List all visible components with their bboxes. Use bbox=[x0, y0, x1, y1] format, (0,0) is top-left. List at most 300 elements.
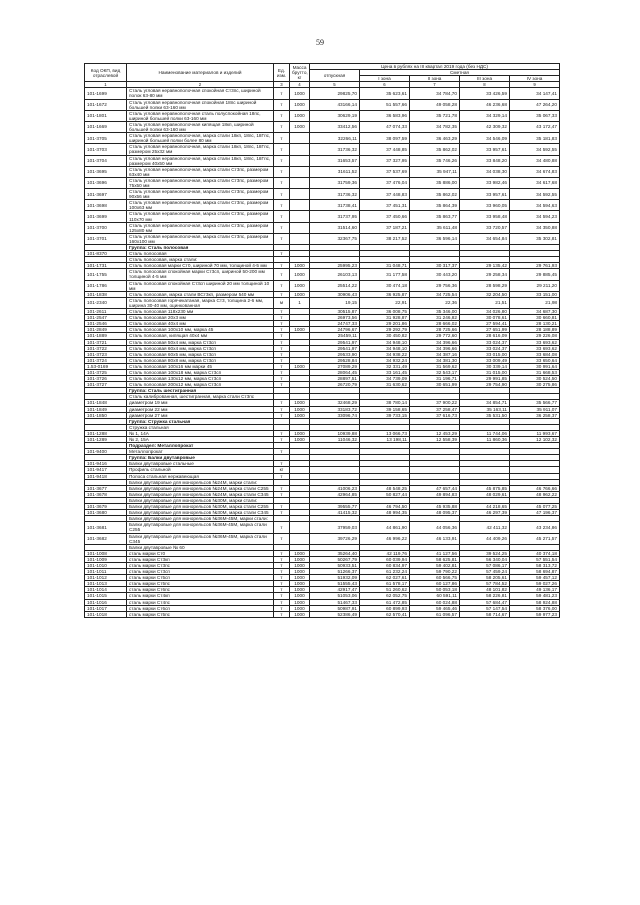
unit-cell: т bbox=[274, 400, 290, 406]
mass-cell: 1000 bbox=[290, 406, 310, 412]
mass-cell: 1000 bbox=[290, 611, 310, 617]
unit-cell: т bbox=[274, 333, 290, 339]
unit-cell: т bbox=[274, 510, 290, 516]
zone-3-price-cell: 27 651,99 bbox=[460, 327, 510, 333]
release-price-cell: 41415,32 bbox=[310, 510, 360, 516]
item-code-cell: 101-1014 bbox=[85, 587, 127, 593]
zone-3-price-cell: 58 205,61 bbox=[460, 575, 510, 581]
zone-4-price-cell: 35 067,33 bbox=[510, 110, 560, 121]
zone-2-price-cell: 35 346,00 bbox=[410, 309, 460, 315]
item-name-cell: Сталь угловая неравнополочная, марка стали Ст3пс, размером 63х40 мм bbox=[127, 166, 274, 177]
item-name-cell: Сталь полосовая, марка стали ВСт3кп, размером 540 мм bbox=[127, 291, 274, 297]
release-price-cell: 42917,47 bbox=[310, 587, 360, 593]
item-name-cell: сталь марки Ст4кп bbox=[127, 593, 274, 599]
release-price-cell: 25459,11 bbox=[310, 333, 360, 339]
header-estimate: Сметная bbox=[360, 70, 560, 76]
item-name-cell: Балки двутавровые для монорельсов №24М, марка стали С345 bbox=[127, 491, 274, 497]
item-code-cell: 101-3698 bbox=[85, 200, 127, 211]
zone-2-price-cell: 34 396,66 bbox=[410, 339, 460, 345]
zone-4-price-cell: 59 457,12 bbox=[510, 575, 560, 581]
zone-1-price-cell: 33 161,45 bbox=[360, 369, 410, 375]
zone-2-price-cell: 30 317,37 bbox=[410, 263, 460, 269]
unit-cell: т bbox=[274, 449, 290, 455]
zone-1-price-cell: 35 623,61 bbox=[360, 88, 410, 99]
release-price-cell: 51932,09 bbox=[310, 575, 360, 581]
zone-2-price-cell: 34 396,66 bbox=[410, 345, 460, 351]
zone-2-price-cell: 30 651,99 bbox=[410, 382, 460, 388]
zone-2-price-cell: 37 616,73 bbox=[410, 412, 460, 418]
item-code-cell: 101-2547 bbox=[85, 315, 127, 321]
release-price-cell: 41006,23 bbox=[310, 485, 360, 491]
zone-4-price-cell: 43 234,86 bbox=[510, 522, 560, 533]
zone-2-price-cell: 35 862,02 bbox=[410, 189, 460, 200]
page-number: 59 bbox=[316, 38, 324, 47]
release-price-cell: 26973,56 bbox=[310, 315, 360, 321]
item-code-cell: 101-8370 bbox=[85, 251, 127, 257]
zone-3-price-cell: 46 297,39 bbox=[460, 510, 510, 516]
zone-3-price-cell: 11 860,36 bbox=[460, 437, 510, 443]
zone-3-price-cell: 45 875,85 bbox=[460, 485, 510, 491]
unit-cell: кг bbox=[274, 467, 290, 473]
release-price-cell: 33412,56 bbox=[310, 121, 360, 132]
item-name-cell: Сталь полосовая 200х12 мм, марка Ст3сп bbox=[127, 382, 274, 388]
item-name-cell: Сталь угловая неравнополочная, марка стали 18кп, 18пс, 18Гпс, размером 25х32 мм bbox=[127, 144, 274, 155]
zone-3-price-cell: 29 754,90 bbox=[460, 382, 510, 388]
item-code-cell: 101-3701 bbox=[85, 233, 127, 244]
release-price-cell: 27089,29 bbox=[310, 363, 360, 369]
zone-4-price-cell: 57 551,54 bbox=[510, 556, 560, 562]
item-name-cell: Сталь полосовая 100х18 мм, марка Ст3сп bbox=[127, 369, 274, 375]
table-row bbox=[85, 177, 560, 188]
header-zone: III зона bbox=[460, 76, 510, 82]
item-code-cell: 101-3678 bbox=[85, 491, 127, 497]
item-name-cell: Сталь полосовая 40х4 мм bbox=[127, 321, 274, 327]
item-name-cell: Сталь полосовая 60х4 мм, марка Ст3сп bbox=[127, 345, 274, 351]
unit-cell: т bbox=[274, 121, 290, 132]
zone-4-price-cell: 30 524,50 bbox=[510, 376, 560, 382]
item-code-cell: 101-9418 bbox=[85, 473, 127, 479]
zone-4-price-cell: 34 594,23 bbox=[510, 211, 560, 222]
mass-cell bbox=[290, 222, 310, 233]
zone-1-price-cell: 62 052,75 bbox=[360, 593, 410, 599]
zone-2-price-cell: 35 864,39 bbox=[410, 200, 460, 211]
zone-2-price-cell: 35 862,02 bbox=[410, 144, 460, 155]
header-price-title: Цена в рублях на III квартал 2019 года (без НДС) bbox=[310, 64, 560, 70]
zone-1-price-cell: 22,91 bbox=[360, 297, 410, 308]
release-price-cell: 50987,91 bbox=[310, 605, 360, 611]
item-code-cell: 101-1889 bbox=[85, 333, 127, 339]
column-index: 6 bbox=[360, 82, 410, 88]
zone-4-price-cell: 35 181,83 bbox=[510, 133, 560, 144]
zone-1-price-cell: 29 201,86 bbox=[360, 321, 410, 327]
zone-2-price-cell: 48 095,37 bbox=[410, 510, 460, 516]
unit-cell: т bbox=[274, 562, 290, 568]
zone-1-price-cell: 62 027,61 bbox=[360, 575, 410, 581]
unit-cell: т bbox=[274, 491, 290, 497]
zone-3-price-cell: 57 147,54 bbox=[460, 605, 510, 611]
item-name-cell: Сталь полосовая 100х10 мм, марка 45 bbox=[127, 327, 274, 333]
zone-2-price-cell: 37 258,47 bbox=[410, 406, 460, 412]
item-code-cell: 101-1016 bbox=[85, 599, 127, 605]
zone-1-price-cell: 37 537,69 bbox=[360, 166, 410, 177]
release-price-cell: 29541,97 bbox=[310, 345, 360, 351]
release-price-cell: 37959,03 bbox=[310, 522, 360, 533]
zone-3-price-cell: 42 309,32 bbox=[460, 121, 510, 132]
mass-cell: 1000 bbox=[290, 269, 310, 280]
item-name-cell: сталь марки Ст5пс bbox=[127, 581, 274, 587]
unit-cell: т bbox=[274, 200, 290, 211]
item-name-cell: Сталь угловая неравнополочная, марка стали Ст3пс, размером 125х80 мм bbox=[127, 222, 274, 233]
header-unit: Ед. изм. bbox=[274, 64, 290, 82]
zone-3-price-cell: 33 015,00 bbox=[460, 351, 510, 357]
unit-cell: т bbox=[274, 345, 290, 351]
item-code-cell: 101-1801 bbox=[85, 110, 127, 121]
unit-cell: т bbox=[274, 605, 290, 611]
release-price-cell: 31736,32 bbox=[310, 144, 360, 155]
release-price-cell: 32468,29 bbox=[310, 400, 360, 406]
zone-2-price-cell: 59 402,81 bbox=[410, 562, 460, 568]
table-row bbox=[85, 611, 560, 617]
table-row bbox=[85, 121, 560, 132]
zone-3-price-cell: 33 982,46 bbox=[460, 177, 510, 188]
mass-cell: 1000 bbox=[290, 562, 310, 568]
unit-cell: т bbox=[274, 376, 290, 382]
item-code-cell: 101-1013 bbox=[85, 581, 127, 587]
item-name-cell: Сталь угловая неравнополочная спокойная Ст3пс, шириной полок 63-80 мм bbox=[127, 88, 274, 99]
zone-3-price-cell: 29 135,42 bbox=[460, 263, 510, 269]
zone-3-price-cell: 39 524,25 bbox=[460, 550, 510, 556]
item-name-cell: сталь марки Ст3сп bbox=[127, 569, 274, 575]
zone-3-price-cell: 30 078,61 bbox=[460, 315, 510, 321]
table-row bbox=[85, 88, 560, 99]
item-name-cell: Сталь полосовая горячекатаная, марка Ст3, толщина 2-6 мм, ширина 30-40 мм, оцинкованная bbox=[127, 297, 274, 308]
item-name-cell: Сталь полосовая, кипящая 40х4 мм bbox=[127, 333, 274, 339]
item-name-cell: Сталь полосовая 100х16 мм марки 45 bbox=[127, 363, 274, 369]
zone-2-price-cell: 50 053,18 bbox=[410, 587, 460, 593]
unit-cell: т bbox=[274, 611, 290, 617]
table-row bbox=[85, 533, 560, 544]
item-code-cell: 101-9417 bbox=[85, 467, 127, 473]
column-index: 1 bbox=[85, 82, 127, 88]
item-name-cell: сталь марки Ст5сп bbox=[127, 575, 274, 581]
item-code-cell: 101-2546 bbox=[85, 321, 127, 327]
mass-cell: 1000 bbox=[290, 569, 310, 575]
column-index: 8 bbox=[460, 82, 510, 88]
zone-3-price-cell: 28 616,09 bbox=[460, 333, 510, 339]
unit-cell: т bbox=[274, 556, 290, 562]
zone-3-price-cell: 21,51 bbox=[460, 297, 510, 308]
zone-3-price-cell: 35 163,11 bbox=[460, 406, 510, 412]
item-code-cell: 101-3680 bbox=[85, 510, 127, 516]
zone-2-price-cell: 46 133,91 bbox=[410, 533, 460, 544]
zone-4-price-cell: 29 761,93 bbox=[510, 263, 560, 269]
zone-1-price-cell: 38 217,52 bbox=[360, 233, 410, 244]
item-name-cell: Группа: Сталь шестигранная bbox=[127, 388, 274, 394]
item-code-cell: 101-1010 bbox=[85, 562, 127, 568]
table-row bbox=[85, 133, 560, 144]
item-name-cell: Сталь полосовая марки Ст0, шириной 70 мм, толщиной 4-5 мм bbox=[127, 263, 274, 269]
item-code-cell: 101-9400 bbox=[85, 449, 127, 455]
item-code-cell: 101-3699 bbox=[85, 211, 127, 222]
release-price-cell: 31514,60 bbox=[310, 222, 360, 233]
table-row bbox=[85, 522, 560, 533]
mass-cell: 1000 bbox=[290, 99, 310, 110]
unit-cell: т bbox=[274, 189, 290, 200]
item-name-cell: диаметром 27 мм bbox=[127, 412, 274, 418]
zone-3-price-cell: 27 594,41 bbox=[460, 321, 510, 327]
zone-3-price-cell: 57 784,52 bbox=[460, 581, 510, 587]
zone-2-price-cell: 59 790,22 bbox=[410, 569, 460, 575]
zone-1-price-cell: 42 119,76 bbox=[360, 550, 410, 556]
unit-cell: т bbox=[274, 437, 290, 443]
zone-4-price-cell: 35 566,77 bbox=[510, 400, 560, 406]
zone-1-price-cell: 38 780,14 bbox=[360, 400, 410, 406]
zone-2-price-cell: 59 465,46 bbox=[410, 605, 460, 611]
zone-2-price-cell: 31 569,62 bbox=[410, 363, 460, 369]
zone-2-price-cell: 60 591,11 bbox=[410, 593, 460, 599]
zone-2-price-cell: 35 863,77 bbox=[410, 211, 460, 222]
release-price-cell: 33183,72 bbox=[310, 406, 360, 412]
mass-cell bbox=[290, 211, 310, 222]
table-body bbox=[85, 88, 560, 617]
header-zone: II зона bbox=[410, 76, 460, 82]
item-name-cell: Сталь полосовая, марка стали: bbox=[127, 257, 274, 263]
release-price-cell: 35264,40 bbox=[310, 550, 360, 556]
zone-2-price-cell: 34 725,54 bbox=[410, 291, 460, 297]
zone-3-price-cell: 57 086,17 bbox=[460, 562, 510, 568]
item-code-cell: 101-1669 bbox=[85, 121, 127, 132]
zone-4-price-cell: 59 027,26 bbox=[510, 581, 560, 587]
zone-1-price-cell: 44 861,90 bbox=[360, 522, 410, 533]
zone-4-price-cell: 48 962,22 bbox=[510, 491, 560, 497]
item-name-cell: Группа: Стружка стальная bbox=[127, 418, 274, 424]
column-index: 9 bbox=[510, 82, 560, 88]
item-name-cell: Профиль стальной bbox=[127, 467, 274, 473]
zone-2-price-cell: 49 058,28 bbox=[410, 99, 460, 110]
unit-cell: т bbox=[274, 593, 290, 599]
release-price-cell: 31736,32 bbox=[310, 189, 360, 200]
item-name-cell: Сталь угловая неравнополочная спокойная 18пс шириной большей полки 63-160 мм bbox=[127, 99, 274, 110]
release-price-cell: 24796,67 bbox=[310, 327, 360, 333]
zone-1-price-cell: 36 925,87 bbox=[360, 291, 410, 297]
item-code-cell: 101-1672 bbox=[85, 99, 127, 110]
item-code-cell: 101-3721 bbox=[85, 339, 127, 345]
zone-2-price-cell: 60 127,86 bbox=[410, 581, 460, 587]
release-price-cell: 31653,57 bbox=[310, 155, 360, 166]
column-index: 7 bbox=[410, 82, 460, 88]
item-code-cell: 101-3726 bbox=[85, 376, 127, 382]
zone-3-price-cell: 58 226,81 bbox=[460, 593, 510, 599]
zone-2-price-cell: 34 784,70 bbox=[410, 88, 460, 99]
zone-4-price-cell: 58 924,88 bbox=[510, 599, 560, 605]
zone-2-price-cell: 60 566,75 bbox=[410, 575, 460, 581]
unit-cell: т bbox=[274, 251, 290, 257]
item-name-cell: Металлопрокат bbox=[127, 449, 274, 455]
zone-4-price-cell: 40 374,18 bbox=[510, 550, 560, 556]
zone-2-price-cell: 41 127,56 bbox=[410, 550, 460, 556]
release-price-cell: 30629,19 bbox=[310, 110, 360, 121]
zone-1-price-cell: 51 557,66 bbox=[360, 99, 410, 110]
zone-1-price-cell: 31 048,71 bbox=[360, 263, 410, 269]
item-name-cell: Стружка стальная bbox=[127, 424, 274, 430]
zone-1-price-cell: 37 448,85 bbox=[360, 144, 410, 155]
table-row bbox=[85, 110, 560, 121]
unit-cell: т bbox=[274, 412, 290, 418]
item-code-cell: 101-2849 bbox=[85, 327, 127, 333]
zone-1-price-cell: 30 450,82 bbox=[360, 333, 410, 339]
item-name-cell: Балки двутавровые для монорельсов №24М, марка стали С255 bbox=[127, 485, 274, 491]
unit-cell: т bbox=[274, 110, 290, 121]
release-price-cell: 39555,77 bbox=[310, 504, 360, 510]
zone-3-price-cell: 33 024,37 bbox=[460, 339, 510, 345]
zone-1-price-cell: 38 097,59 bbox=[360, 133, 410, 144]
zone-4-price-cell: 34 592,55 bbox=[510, 189, 560, 200]
item-name-cell: Балки двутавровые стальные bbox=[127, 461, 274, 467]
item-name-cell: Сталь угловая неравнополочная сталь полуспокойная 18пс, шириной большей полки 63-160 мм bbox=[127, 110, 274, 121]
unit-cell: т bbox=[274, 351, 290, 357]
mass-cell bbox=[290, 155, 310, 166]
zone-4-price-cell: 59 977,23 bbox=[510, 611, 560, 617]
table-row bbox=[85, 280, 560, 291]
header-mass: Масса брутто, кг bbox=[290, 64, 310, 82]
table-row bbox=[85, 233, 560, 244]
zone-3-price-cell: 57 459,24 bbox=[460, 569, 510, 575]
zone-4-price-cell: 34 480,88 bbox=[510, 155, 560, 166]
zone-2-price-cell: 49 894,83 bbox=[410, 491, 460, 497]
item-code-cell: 101-1838 bbox=[85, 291, 127, 297]
mass-cell: 1 bbox=[290, 297, 310, 308]
mass-cell: 1000 bbox=[290, 587, 310, 593]
unit-cell: т bbox=[274, 533, 290, 544]
release-price-cell: 32367,75 bbox=[310, 233, 360, 244]
unit-cell: т bbox=[274, 177, 290, 188]
zone-1-price-cell: 13 198,11 bbox=[360, 437, 410, 443]
release-price-cell: 25514,22 bbox=[310, 280, 360, 291]
item-name-cell: Сталь полосовая 80х8 мм, марка Ст3сп bbox=[127, 357, 274, 363]
zone-4-price-cell: 58 376,00 bbox=[510, 605, 560, 611]
zone-2-price-cell: 61 096,57 bbox=[410, 611, 460, 617]
zone-4-price-cell: 45 271,57 bbox=[510, 533, 560, 544]
zone-1-price-cell: 36 583,96 bbox=[360, 110, 410, 121]
mass-cell: 1000 bbox=[290, 556, 310, 562]
item-code-cell: 101-3725 bbox=[85, 369, 127, 375]
zone-4-price-cell: 35 302,81 bbox=[510, 233, 560, 244]
mass-cell: 1000 bbox=[290, 327, 310, 333]
item-code-cell: 101-1017 bbox=[85, 605, 127, 611]
release-price-cell: 10939,88 bbox=[310, 430, 360, 436]
mass-cell: 1000 bbox=[290, 263, 310, 269]
zone-3-price-cell: 33 957,61 bbox=[460, 189, 510, 200]
zone-3-price-cell: 57 684,47 bbox=[460, 599, 510, 605]
zone-4-price-cell: 29 226,08 bbox=[510, 333, 560, 339]
mass-cell bbox=[290, 133, 310, 144]
item-code-cell: 101-3681 bbox=[85, 522, 127, 533]
mass-cell bbox=[290, 177, 310, 188]
zone-2-price-cell: 37 900,22 bbox=[410, 400, 460, 406]
release-price-cell: 26720,79 bbox=[310, 382, 360, 388]
table-row bbox=[85, 297, 560, 308]
item-name-cell: Сталь угловая неравнополочная, марка стали Ст3пс, размером 90х56 мм bbox=[127, 189, 274, 200]
table-row bbox=[85, 269, 560, 280]
zone-2-price-cell: 12 453,29 bbox=[410, 430, 460, 436]
price-table bbox=[84, 63, 560, 618]
unit-cell: т bbox=[274, 587, 290, 593]
unit-cell: т bbox=[274, 569, 290, 575]
item-name-cell: Сталь угловая неравнополочная, марка стали Ст3пс, размером 160х100 мм bbox=[127, 233, 274, 244]
column-index: 4 bbox=[290, 82, 310, 88]
item-name-cell: Сталь угловая неравнополочная кипящая 18кп, шириной большей полки 63-160 мм bbox=[127, 121, 274, 132]
unit-cell: т bbox=[274, 357, 290, 363]
zone-2-price-cell: 36 463,29 bbox=[410, 133, 460, 144]
unit-cell: т bbox=[274, 461, 290, 467]
zone-1-price-cell: 31 928,87 bbox=[360, 315, 410, 321]
zone-1-price-cell: 60 039,94 bbox=[360, 556, 410, 562]
header-name: Наименование материалов и изделий bbox=[127, 64, 274, 82]
zone-3-price-cell: 29 258,34 bbox=[460, 269, 510, 280]
zone-4-price-cell: 58 694,87 bbox=[510, 569, 560, 575]
item-name-cell: Сталь угловая неравнополочная, марка стали Ст3пс, размером 75х50 мм bbox=[127, 177, 274, 188]
item-code-cell: 101-1015 bbox=[85, 593, 127, 599]
unit-cell: т bbox=[274, 269, 290, 280]
item-name-cell: Балки двутавровые для монорельсов №30М, марки стали: bbox=[127, 497, 274, 503]
zone-3-price-cell: 33 024,37 bbox=[460, 345, 510, 351]
item-code-cell: 101-3695 bbox=[85, 166, 127, 177]
release-price-cell: 51467,33 bbox=[310, 599, 360, 605]
unit-cell: т bbox=[274, 369, 290, 375]
unit-cell: т bbox=[274, 291, 290, 297]
item-code-cell: 101-1018 bbox=[85, 611, 127, 617]
zone-4-price-cell: 34 674,83 bbox=[510, 166, 560, 177]
release-price-cell: 50933,51 bbox=[310, 562, 360, 568]
item-code-cell: 101-1786 bbox=[85, 280, 127, 291]
zone-3-price-cell: 33 957,61 bbox=[460, 144, 510, 155]
zone-1-price-cell: 39 733,15 bbox=[360, 412, 410, 418]
item-code-cell: 101-1848 bbox=[85, 400, 127, 406]
zone-3-price-cell: 11 744,06 bbox=[460, 430, 510, 436]
zone-3-price-cell: 33 960,05 bbox=[460, 200, 510, 211]
zone-3-price-cell: 30 339,14 bbox=[460, 363, 510, 369]
item-name-cell: сталь марки Ст6пс bbox=[127, 587, 274, 593]
zone-4-price-cell: 43 172,47 bbox=[510, 121, 560, 132]
zone-2-price-cell: 58 625,81 bbox=[410, 556, 460, 562]
zone-3-price-cell: 32 204,50 bbox=[460, 291, 510, 297]
mass-cell: 1000 bbox=[290, 605, 310, 611]
zone-1-price-cell: 30 474,18 bbox=[360, 280, 410, 291]
item-code-cell: 101-3703 bbox=[85, 144, 127, 155]
item-code-cell: 101-3723 bbox=[85, 351, 127, 357]
zone-2-price-cell: 29 772,60 bbox=[410, 333, 460, 339]
item-name-cell: Балки двутавровые для монорельсов №30М, марка стали С345 bbox=[127, 510, 274, 516]
zone-1-price-cell: 31 630,62 bbox=[360, 382, 410, 388]
zone-3-price-cell: 34 038,30 bbox=[460, 166, 510, 177]
zone-2-price-cell: 35 947,11 bbox=[410, 166, 460, 177]
zone-1-price-cell: 37 187,21 bbox=[360, 222, 410, 233]
release-price-cell: 31737,95 bbox=[310, 211, 360, 222]
item-name-cell: Сталь полосовая спокойная марки Ст3сп, шириной 50-200 мм толщиной 4-5 мм bbox=[127, 269, 274, 280]
item-code-cell: 101-1011 bbox=[85, 569, 127, 575]
item-code-cell: 101-3705 bbox=[85, 133, 127, 144]
unit-cell: т bbox=[274, 406, 290, 412]
zone-4-price-cell: 33 684,08 bbox=[510, 351, 560, 357]
zone-1-price-cell: 51 260,62 bbox=[360, 587, 410, 593]
zone-2-price-cell: 60 024,88 bbox=[410, 599, 460, 605]
zone-4-price-cell: 45 077,25 bbox=[510, 504, 560, 510]
zone-4-price-cell: 30 275,86 bbox=[510, 382, 560, 388]
mass-cell bbox=[290, 189, 310, 200]
zone-4-price-cell: 46 766,66 bbox=[510, 485, 560, 491]
unit-cell: т bbox=[274, 382, 290, 388]
item-code-cell: 101-1289 bbox=[85, 437, 127, 443]
